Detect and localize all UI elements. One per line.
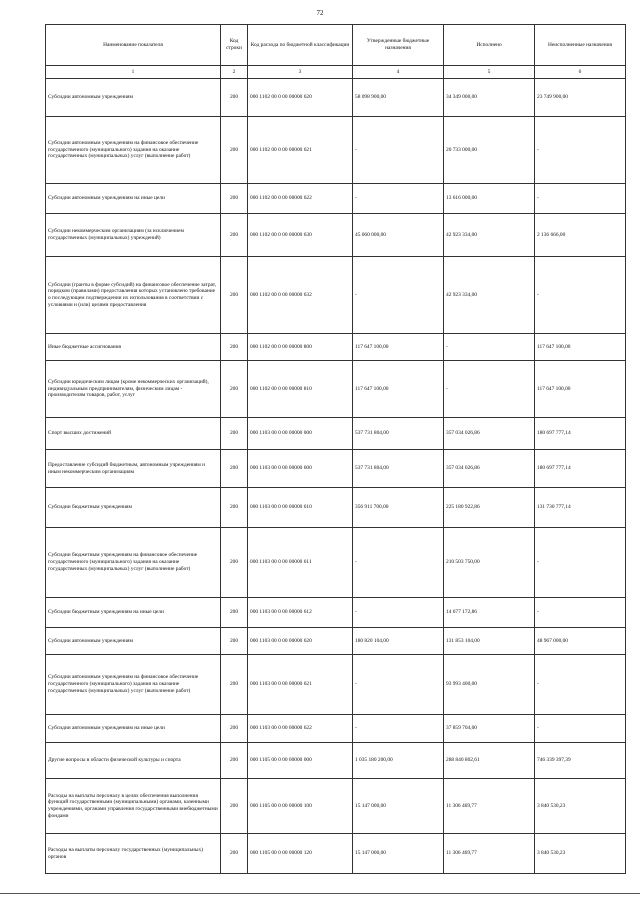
expense-code: 000 1105 00 0 00 00000 100 <box>248 779 353 834</box>
expense-code: 000 1103 00 0 00 00000 612 <box>248 598 353 628</box>
remaining-amount: 117 647 100,00 <box>535 361 626 418</box>
indicator-name: Субсидии бюджетным учреждениям <box>46 488 221 528</box>
table-row <box>46 117 626 184</box>
line-code: 200 <box>221 79 248 117</box>
approved-amount: - <box>353 257 444 334</box>
indicator-name: Субсидии (гранты в форме субсидий) на финансовое обеспечение затрат, порядком (правилами) предоставления которых установлено требование о последующем подтверждении их использования в соответствии с условиями и (или) целями предоставления <box>46 257 221 334</box>
line-code: 200 <box>221 628 248 655</box>
indicator-name: Расходы на выплаты персоналу в целях обеспечения выполнения функций государственными (муниципальными) органами, казенными учреждениями, органами управления государственными внебюджетными фондами <box>46 779 221 834</box>
indicator-name: Спорт высших достижений <box>46 418 221 450</box>
column-number: 3 <box>248 66 353 79</box>
indicator-name: Субсидии бюджетным учреждениям на иные цели <box>46 598 221 628</box>
executed-amount: 37 859 704,00 <box>444 715 535 743</box>
approved-amount: 117 647 100,00 <box>353 361 444 418</box>
executed-amount: 14 677 172,86 <box>444 598 535 628</box>
expense-code: 000 1103 00 0 00 00000 621 <box>248 655 353 715</box>
page-number: 72 <box>316 9 324 17</box>
executed-amount: 357 034 026,86 <box>444 450 535 488</box>
remaining-amount: - <box>535 715 626 743</box>
column-number: 1 <box>46 66 221 79</box>
executed-amount: 210 503 750,00 <box>444 528 535 598</box>
column-number-row <box>46 66 626 79</box>
line-code: 200 <box>221 450 248 488</box>
table-row <box>46 488 626 528</box>
expense-code: 000 1105 00 0 00 00000 120 <box>248 834 353 874</box>
line-code: 200 <box>221 715 248 743</box>
expense-code: 000 1102 00 0 00 00000 620 <box>248 79 353 117</box>
executed-amount: 225 180 922,86 <box>444 488 535 528</box>
approved-amount: 15 147 000,00 <box>353 779 444 834</box>
approved-amount: - <box>353 655 444 715</box>
line-code: 200 <box>221 779 248 834</box>
remaining-amount: 131 730 777,14 <box>535 488 626 528</box>
approved-amount: 537 731 804,00 <box>353 450 444 488</box>
indicator-name: Субсидии автономным учреждениям <box>46 79 221 117</box>
table-row <box>46 334 626 361</box>
line-code: 200 <box>221 214 248 257</box>
table-row <box>46 743 626 779</box>
executed-amount: 42 923 334,00 <box>444 257 535 334</box>
executed-amount: - <box>444 334 535 361</box>
line-code: 200 <box>221 418 248 450</box>
table-row <box>46 418 626 450</box>
column-number: 2 <box>221 66 248 79</box>
header-indicator-name: Наименование показателя <box>46 25 221 66</box>
table-row <box>46 79 626 117</box>
table-row <box>46 361 626 418</box>
table-row <box>46 528 626 598</box>
expense-code: 000 1103 00 0 00 00000 610 <box>248 488 353 528</box>
expense-code: 000 1103 00 0 00 00000 000 <box>248 418 353 450</box>
indicator-name: Субсидии бюджетным учреждениям на финансовое обеспечение государственного (муниципального) задания на оказание государственных (муниципальных) услуг (выполнение работ) <box>46 528 221 598</box>
executed-amount: 34 349 000,00 <box>444 79 535 117</box>
line-code: 200 <box>221 257 248 334</box>
indicator-name: Субсидии автономным учреждениям <box>46 628 221 655</box>
expense-code: 000 1102 00 0 00 00000 630 <box>248 214 353 257</box>
expense-code: 000 1102 00 0 00 00000 632 <box>248 257 353 334</box>
indicator-name: Другие вопросы в области физической культуры и спорта <box>46 743 221 779</box>
indicator-name: Субсидии юридическим лицам (кроме некоммерческих организаций), индивидуальным предпринимателям, физическим лицам - производителям товаров, работ, услуг <box>46 361 221 418</box>
approved-amount: 356 911 700,00 <box>353 488 444 528</box>
expense-code: 000 1102 00 0 00 00000 621 <box>248 117 353 184</box>
executed-amount: - <box>444 361 535 418</box>
header-executed: Исполнено <box>444 25 535 66</box>
remaining-amount: - <box>535 528 626 598</box>
executed-amount: 93 993 400,00 <box>444 655 535 715</box>
approved-amount: - <box>353 715 444 743</box>
expense-code: 000 1103 00 0 00 00000 620 <box>248 628 353 655</box>
remaining-amount: 746 339 397,39 <box>535 743 626 779</box>
executed-amount: 11 306 469,77 <box>444 779 535 834</box>
approved-amount: - <box>353 117 444 184</box>
remaining-amount: - <box>535 184 626 214</box>
expense-code: 000 1102 00 0 00 00000 810 <box>248 361 353 418</box>
approved-amount: - <box>353 598 444 628</box>
remaining-amount: 117 647 100,00 <box>535 334 626 361</box>
indicator-name: Расходы на выплаты персоналу государственных (муниципальных) органов <box>46 834 221 874</box>
budget-execution-table <box>45 24 626 874</box>
header-remaining: Неисполненные назначения <box>535 25 626 66</box>
table-row <box>46 834 626 874</box>
indicator-name: Субсидии автономным учреждениям на финансовое обеспечение государственного (муниципального) задания на оказание государственных (муниципальных) услуг (выполнение работ) <box>46 117 221 184</box>
header-line-code: Код строки <box>221 25 248 66</box>
approved-amount: 45 060 000,00 <box>353 214 444 257</box>
line-code: 200 <box>221 117 248 184</box>
expense-code: 000 1105 00 0 00 00000 000 <box>248 743 353 779</box>
remaining-amount: 3 840 530,23 <box>535 779 626 834</box>
line-code: 200 <box>221 184 248 214</box>
column-number: 4 <box>353 66 444 79</box>
expense-code: 000 1102 00 0 00 00000 622 <box>248 184 353 214</box>
line-code: 200 <box>221 361 248 418</box>
table-row <box>46 655 626 715</box>
approved-amount: 58 098 900,00 <box>353 79 444 117</box>
approved-amount: 537 731 804,00 <box>353 418 444 450</box>
remaining-amount: - <box>535 117 626 184</box>
executed-amount: 42 923 334,00 <box>444 214 535 257</box>
header-approved: Утвержденные бюджетные назначения <box>353 25 444 66</box>
indicator-name: Субсидии некоммерческим организациям (за исключением государственных (муниципальных) учреждений) <box>46 214 221 257</box>
approved-amount: 117 647 100,00 <box>353 334 444 361</box>
table-row <box>46 715 626 743</box>
expense-code: 000 1103 00 0 00 00000 600 <box>248 450 353 488</box>
indicator-name: Субсидии автономным учреждениям на иные цели <box>46 715 221 743</box>
remaining-amount: 180 697 777,14 <box>535 450 626 488</box>
line-code: 200 <box>221 598 248 628</box>
line-code: 200 <box>221 834 248 874</box>
indicator-name: Субсидии автономным учреждениям на финансовое обеспечение государственного (муниципального) задания на оказание государственных (муниципальных) услуг (выполнение работ) <box>46 655 221 715</box>
table-row <box>46 628 626 655</box>
remaining-amount: 48 967 000,00 <box>535 628 626 655</box>
executed-amount: 357 034 026,86 <box>444 418 535 450</box>
expense-code: 000 1103 00 0 00 00000 622 <box>248 715 353 743</box>
table-row <box>46 184 626 214</box>
header-expense-code: Код расхода по бюджетной классификации <box>248 25 353 66</box>
approved-amount: 180 820 104,00 <box>353 628 444 655</box>
table-row <box>46 598 626 628</box>
executed-amount: 20 733 000,00 <box>444 117 535 184</box>
approved-amount: - <box>353 528 444 598</box>
indicator-name: Субсидии автономным учреждениям на иные цели <box>46 184 221 214</box>
approved-amount: 15 147 000,00 <box>353 834 444 874</box>
table-row <box>46 450 626 488</box>
remaining-amount: - <box>535 598 626 628</box>
line-code: 200 <box>221 528 248 598</box>
line-code: 200 <box>221 655 248 715</box>
line-code: 200 <box>221 334 248 361</box>
line-code: 200 <box>221 743 248 779</box>
executed-amount: 288 840 802,61 <box>444 743 535 779</box>
remaining-amount: 3 840 530,23 <box>535 834 626 874</box>
column-number: 5 <box>444 66 535 79</box>
indicator-name: Иные бюджетные ассигнования <box>46 334 221 361</box>
expense-code: 000 1102 00 0 00 00000 800 <box>248 334 353 361</box>
header-row <box>46 25 626 66</box>
page-bottom-rule <box>0 893 640 894</box>
remaining-amount: - <box>535 655 626 715</box>
remaining-amount: 23 749 900,00 <box>535 79 626 117</box>
table-row <box>46 257 626 334</box>
executed-amount: 11 306 469,77 <box>444 834 535 874</box>
table-row <box>46 214 626 257</box>
remaining-amount: - <box>535 257 626 334</box>
column-number: 6 <box>535 66 626 79</box>
table-row <box>46 779 626 834</box>
remaining-amount: 2 136 666,00 <box>535 214 626 257</box>
approved-amount: - <box>353 184 444 214</box>
executed-amount: 131 853 104,00 <box>444 628 535 655</box>
executed-amount: 13 616 000,00 <box>444 184 535 214</box>
indicator-name: Предоставление субсидий бюджетным, автономным учреждениям и иным некоммерческим организациям <box>46 450 221 488</box>
remaining-amount: 180 697 777,14 <box>535 418 626 450</box>
line-code: 200 <box>221 488 248 528</box>
approved-amount: 1 035 180 200,00 <box>353 743 444 779</box>
expense-code: 000 1103 00 0 00 00000 611 <box>248 528 353 598</box>
